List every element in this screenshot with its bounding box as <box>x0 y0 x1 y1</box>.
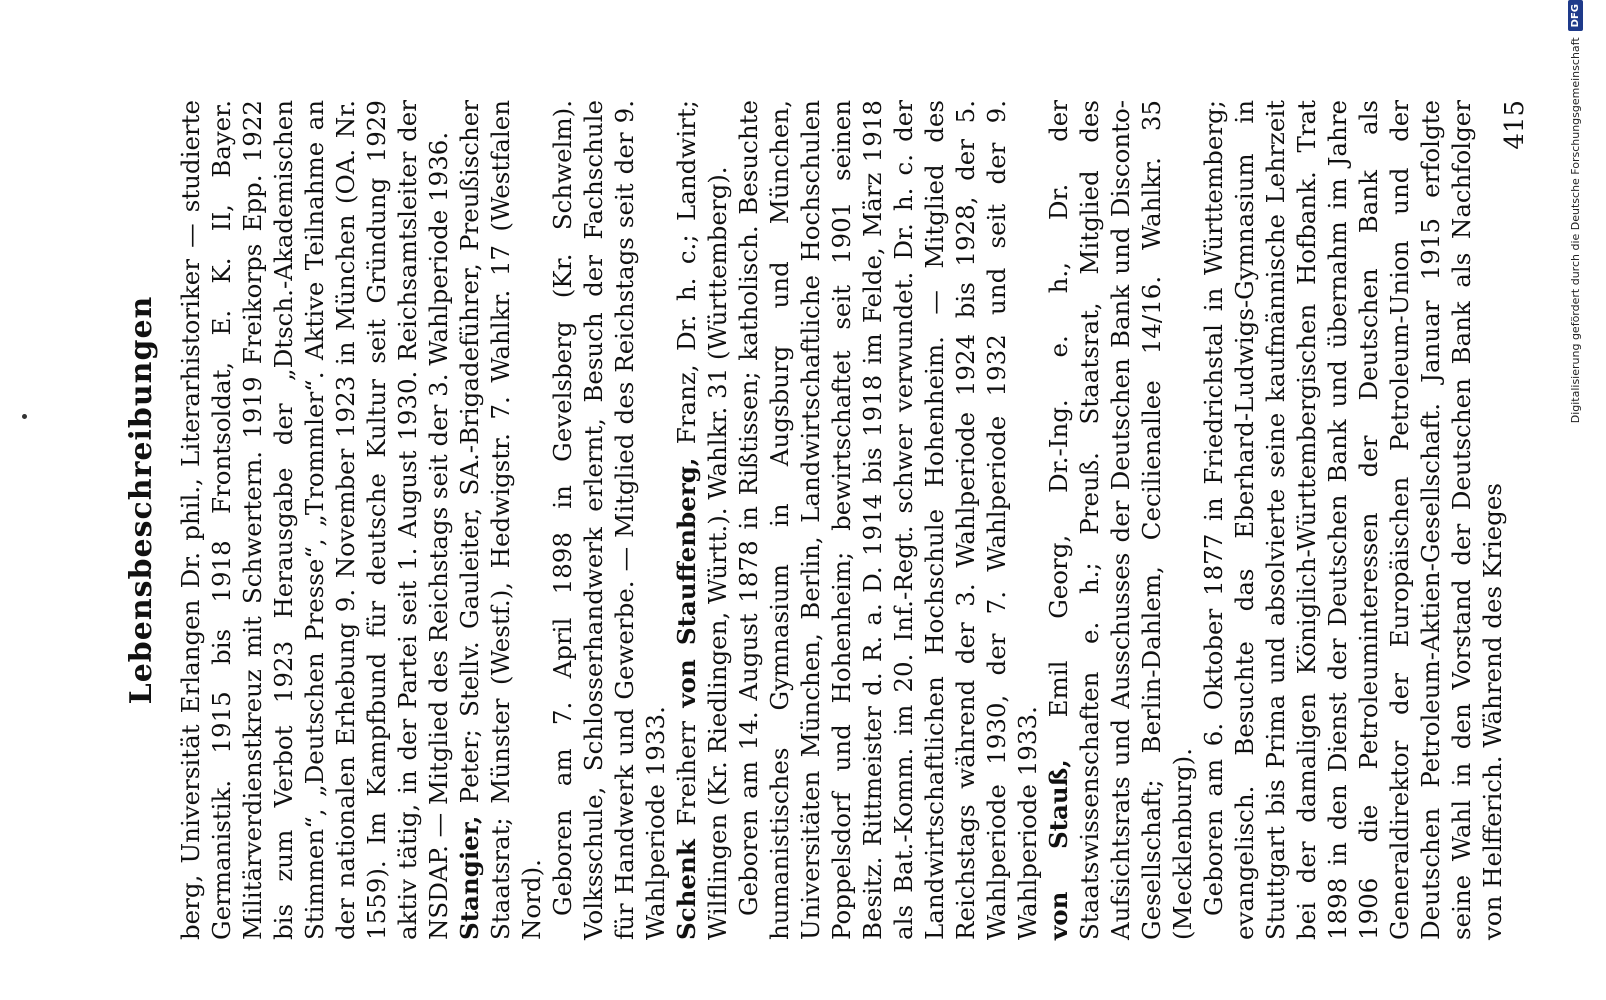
book-page <box>40 20 1560 980</box>
entry-title-word: Freiherr <box>672 721 701 826</box>
running-head: Lebensbeschreibungen <box>124 295 159 705</box>
entry-biography: Geboren am 6. Oktober 1877 in Friedrichstal in Württemberg; evangelisch. Besuchte das Eberhard-Ludwigs-Gymnasium in Stuttgart bis Prima und absolvierte seine kaufmännische Lehrzeit bei der damaligen Königlich-Württembergischen Hofbank. Trat 1898 in den Dienst der Deutschen Bank und übernahm im Jahre 1906 die Petroleuminteressen der Deutschen Bank als Generaldirektor der Europäischen Petroleum-Union und der Deutschen Petroleum-Aktien-Gesellschaft. Januar 1915 erfolgte seine Wahl in den Vorstand der Deutschen Bank als Nachfolger von Helfferich. Während des Krieges <box>1199 100 1507 940</box>
entry-biography: Geboren am 14. August 1878 in Rißtissen; katholisch. Besuchte humanistisches Gymnasium in Augsburg und München, Universitäten München, Berlin, Landwirtschaftliche Hochschulen Poppelsdorf und Hohenheim; bewirtschaftet seit 1901 seinen Besitz. Rittmeister d. R. a. D. 1914 bis 1918 im Felde, März 1918 als Bat.-Komm. im 20. Inf.-Regt. schwer verwundet. Dr. h. c. der Landwirtschaftlichen Hochschule Hohenheim. — Mitglied des Reichstags während der 3. Wahlperiode 1924 bis 1928, der 5. Wahlperiode 1930, der 7. Wahlperiode 1932 und seit der 9. Wahlperiode 1933. <box>734 100 1042 940</box>
credit-text: Digitalisierung gefördert durch die Deutsche Forschungsgemeinschaft <box>1569 37 1582 424</box>
entry-name: Schenk <box>672 839 701 940</box>
page-number: 415 <box>1500 100 1530 150</box>
entry-header-text: Peter; Stellv. Gauleiter, SA.-Brigadeführer, Preußischer Staatsrat; Münster (Westf.), Hedwigstr. 7. Wahlkr. 17 (Westfalen Nord). <box>455 100 546 940</box>
scan-speck <box>22 414 27 419</box>
continuation-paragraph: berg, Universität Erlangen Dr. phil., Literarhistoriker — studierte Germanistik. 1915 bis 1918 Frontsoldat, E. K. II, Bayer. Militärverdienstkreuz mit Schwertern. 1919 Freikorps Epp. 1922 bis zum Verbot 1923 Herausgabe der „Dtsch.-Akademischen Stimmen“, „Deutschen Presse“, „Trommler“. Aktive Teilnahme an der nationalen Erhebung 9. November 1923 in München (OA. Nr. 1559). Im Kampfbund für deutsche Kultur seit Gründung 1929 aktiv tätig, in der Partei seit 1. August 1930. Reichsamtsleiter der NSDAP. — Mitglied des Reichstags seit der 3. Wahlperiode 1936. <box>176 100 453 940</box>
entry-stauffenberg <box>671 100 733 940</box>
dfg-logo: DFG <box>1568 0 1583 31</box>
entry-stauss <box>1043 100 1198 940</box>
page-body <box>175 100 1508 940</box>
entry-name-continued: von Stauffenberg, <box>672 457 701 708</box>
entry-name: Stangier, <box>455 815 484 940</box>
entry-biography: Geboren am 7. April 1898 in Gevelsberg (Kr. Schwelm). Volksschule, Schlosserhandwerk erlernt, Besuch der Fachschule für Handwerk und Gewerbe. — Mitglied des Reichstags seit der 9. Wahlperiode 1933. <box>548 100 670 940</box>
digitization-credit <box>1568 0 1583 1000</box>
entry-name: von Stauß, <box>1044 759 1073 940</box>
entry-header-text: Franz, Dr. h. c.; Landwirt; Wilflingen (Kr. Riedlingen, Württ.). Wahlkr. 31 (Württemberg). <box>672 100 732 940</box>
entry-header-text: Emil Georg, Dr.-Ing. e. h., Dr. der Staatswissenschaften e. h.; Preuß. Staatsrat, Mitglied des Aufsichtsrats und Ausschusses der Deutschen Bank und Disconto-Gesellschaft; Berlin-Dahlem, Cecilienallee 14/16. Wahlkr. 35 (Mecklenburg). <box>1044 100 1197 940</box>
entry-stangier <box>454 100 547 940</box>
